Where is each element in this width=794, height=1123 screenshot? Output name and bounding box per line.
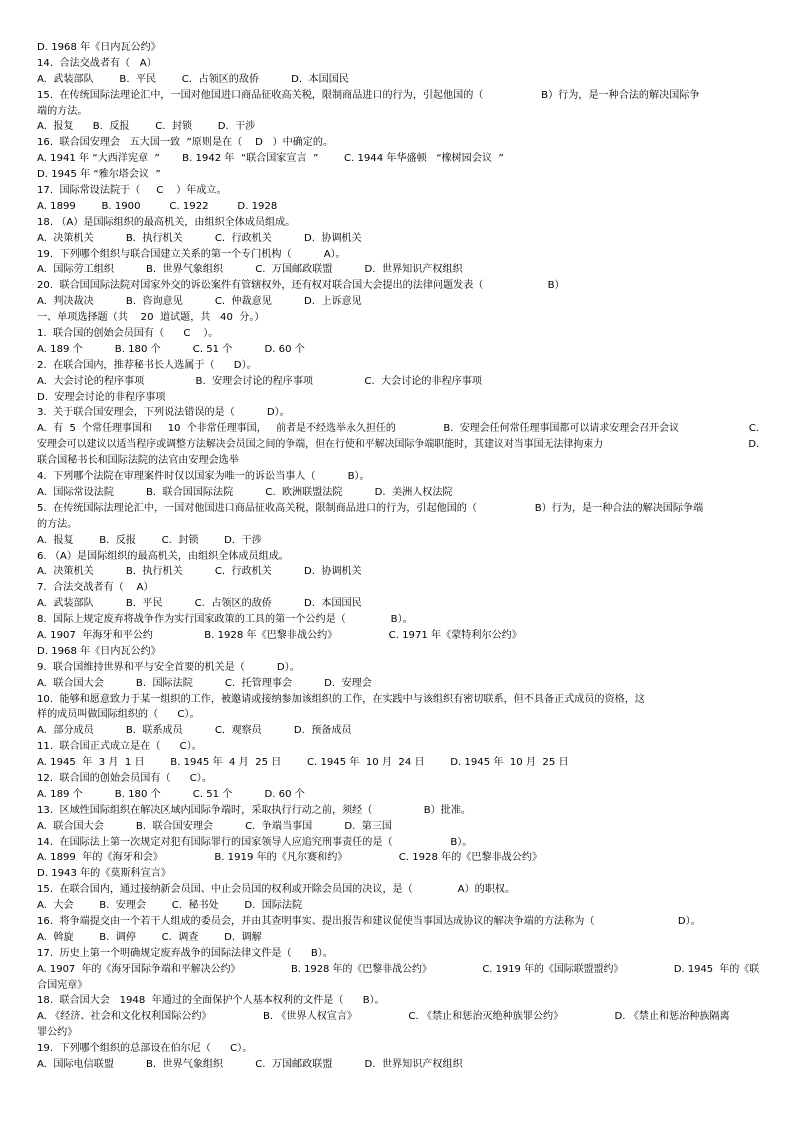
text-line: 15. 在联合国内，通过接纳新会员国、中止会员国的权利或开除会员国的决议，是（ A）的职权。 — [37, 884, 516, 896]
text-line: A. 报复 B. 反报 C. 封锁 D. 干涉 — [37, 534, 262, 546]
text-line: 14. 在国际法上第一次规定对犯有国际罪行的国家领导人应追究刑事责任的是（ B）。 — [37, 836, 473, 848]
text-line: 18. 联合国大会 1948 年通过的全面保护个人基本权利的文件是（ B）。 — [37, 995, 385, 1007]
text-line: 5. 在传统国际法理论汇中，一国对他国进口商品征收高关税，限制商品进口的行为，引起他国的（ B）行为，是一种合法的解决国际争端 — [37, 502, 704, 514]
text-line: D. 1968 年《日内瓦公约》 — [37, 42, 161, 53]
text-line: A. 决策机关 B. 执行机关 C. 行政机关 D. 协调机关 — [37, 566, 362, 578]
text-line: 样的成员叫做国际组织的（ C）。 — [37, 709, 200, 721]
text-line: A. 决策机关 B. 执行机关 C. 行政机关 D. 协调机关 — [37, 232, 362, 244]
text-line: A. 189 个 B. 180 个 C. 51 个 D. 60 个 — [37, 343, 305, 355]
text-line: 2. 在联合国内，推荐秘书长人选属于（ D）。 — [37, 359, 257, 371]
text-line: A. 国际电信联盟 B. 世界气象组织 C. 万国邮政联盟 D. 世界知识产权组织 — [37, 1059, 463, 1070]
text-line: D. 安理会讨论的非程序事项 — [37, 391, 166, 403]
text-line: A. 1899 年的《海牙和会》 B. 1919 年的《凡尔赛和约》 C. 1928 年的《巴黎非战公约》 — [37, 852, 543, 864]
text-line: 15. 在传统国际法理论汇中，一国对他国进口商品征收高关税，限制商品进口的行为，引起他国的（ B）行为，是一种合法的解决国际争 — [37, 89, 700, 101]
text-line: A. 国际常设法院 B. 联合国国际法院 C. 欧洲联盟法院 D. 美洲人权法院 — [37, 486, 453, 498]
text-line: 17. 历史上第一个明确规定废弃战争的国际法律文件是（ B）。 — [37, 947, 333, 959]
text-line: A. 联合国大会 B. 国际法院 C. 托管理事会 D. 安理会 — [37, 677, 372, 689]
text-line: 14. 合法交战者有（ A） — [37, 57, 157, 69]
text-line: A. 1907 年海牙和平公约 B. 1928 年《巴黎非战公约》 C. 1971 年《蒙特利尔公约》 — [37, 629, 522, 641]
text-line: A. 斡旋 B. 调停 C. 调查 D. 调解 — [37, 931, 262, 943]
text-line: A. 1945 年 3 月 1 日 B. 1945 年 4 月 25 日 C. 1945 年 10 月 24 日 D. 1945 年 10 月 25 日 — [37, 757, 569, 769]
text-line: 7. 合法交战者有（ A） — [37, 582, 154, 594]
text-line: A. 《经济、社会和文化权利国际公约》 B. 《世界人权宣言》 C. 《禁止和惩治灭绝种族罪公约》 D. 《禁止和惩治种族隔离 — [37, 1011, 730, 1023]
text-line: 一、单项选择题（共 20 道试题，共 40 分。） — [37, 312, 265, 324]
text-line: 20. 联合国国际法院对国家外交的诉讼案件有管辖权外，还有权对联合国大会提出的法律问题发表（ B） — [37, 280, 565, 292]
text-line: A. 1907 年的《海牙国际争端和平解决公约》 B. 1928 年的《巴黎非战公约》 C. 1919 年的《国际联盟盟约》 D. 1945 年的《联 — [37, 963, 760, 975]
text-line: A. 1899 B. 1900 C. 1922 D. 1928 — [37, 200, 278, 212]
text-line: 10. 能够和愿意致力于某一组织的工作，被邀请或接纳参加该组织的工作，在实践中与该组织有密切联系，但不具备正式成员的资格，这 — [37, 693, 645, 705]
text-line: 端的方法。 — [37, 105, 88, 117]
text-line: 12. 联合国的创始会员国有（ C）。 — [37, 772, 212, 784]
text-line: A. 大会讨论的程序事项 B. 安理会讨论的程序事项 C. 大会讨论的非程序事项 — [37, 375, 482, 387]
text-line: 17. 国际常设法院于（ C ）年成立。 — [37, 185, 227, 197]
text-line: A. 武装部队 B. 平民 C. 占领区的敌侨 D. 本国国民 — [37, 598, 362, 610]
text-line: A. 1941 年 “大西洋宪章 ” B. 1942 年 “联合国家宣言 ” C. 1944 年华盛顿 “橡树园会议 ” — [37, 153, 504, 165]
text-line: A. 报复 B. 反报 C. 封锁 D. 干涉 — [37, 121, 256, 133]
text-line: A. 国际劳工组织 B. 世界气象组织 C. 万国邮政联盟 D. 世界知识产权组织 — [37, 264, 463, 276]
text-line: D. 1968 年《日内瓦公约》 — [37, 645, 161, 657]
text-line: 的方法。 — [37, 518, 78, 530]
text-line: D. 1945 年 “雅尔塔会议 ” — [37, 169, 161, 181]
text-line: 6. （A）是国际组织的最高机关，由组织全体成员组成。 — [37, 550, 289, 562]
text-line: 19. 下列哪个组织的总部设在伯尔尼（ C）。 — [37, 1043, 253, 1055]
text-line: 13. 区域性国际组织在解决区域内国际争端时，采取执行行动之前，须经（ B）批准。 — [37, 804, 472, 816]
text-line: 联合国秘书长和国际法院的法官由安理会选举 — [37, 455, 239, 467]
text-line: 19. 下列哪个组织与联合国建立关系的第一个专门机构（ A）。 — [37, 248, 346, 260]
text-line: 安理会可以建议以适当程序或调整方法解决会员国之间的争端，但在行使和平解决国际争端职能时，其建议对当事国无法律拘束力 D. — [37, 439, 760, 451]
text-line: 8. 国际上规定废弃将战争作为实行国家政策的工具的第一个公约是（ B）。 — [37, 614, 413, 626]
text-line: 3. 关于联合国安理会，下列说法错误的是（ D）。 — [37, 407, 290, 419]
text-line: 18. （A）是国际组织的最高机关，由组织全体成员组成。 — [37, 216, 296, 228]
text-line: 合国宪章》 — [37, 979, 88, 991]
text-line: D. 1943 年的《莫斯科宣言》 — [37, 868, 171, 880]
text-line: 16. 联合国安理会 五大国一致 ”原则是在（ D ）中确定的。 — [37, 137, 334, 149]
text-line: 4. 下列哪个法院在审理案件时仅以国家为唯一的诉讼当事人（ B）。 — [37, 471, 370, 483]
text-line: A. 武装部队 B. 平民 C. 占领区的敌侨 D. 本国国民 — [37, 73, 349, 85]
text-line: A. 判决裁决 B. 咨询意见 C. 仲裁意见 D. 上诉意见 — [37, 296, 362, 308]
document-body — [37, 40, 759, 1073]
text-line: 16. 将争端提交由一个若干人组成的委员会，并由其查明事实、提出报告和建议促使当事国达成协议的解决争端的方法称为（ D）。 — [37, 915, 701, 927]
text-line: A. 大会 B. 安理会 C. 秘书处 D. 国际法院 — [37, 900, 303, 912]
text-line: 罪公约》 — [37, 1027, 78, 1039]
text-line: 11. 联合国正式成立是在（ C）。 — [37, 741, 202, 753]
text-line: A. 部分成员 B. 联系成员 C. 观察员 D. 预备成员 — [37, 725, 352, 737]
text-line: A. 189 个 B. 180 个 C. 51 个 D. 60 个 — [37, 788, 305, 800]
text-line: A. 有 5 个常任理事国和 10 个非常任理事国， 前者是不经选举永久担任的 B. 安理会任何常任理事国都可以请求安理会召开会议 C. — [37, 423, 759, 435]
text-line: A. 联合国大会 B. 联合国安理会 C. 争端当事国 D. 第三国 — [37, 820, 393, 832]
text-line: 1. 联合国的创始会员国有（ C ）。 — [37, 328, 219, 340]
text-line: 9. 联合国维持世界和平与安全首要的机关是（ D）。 — [37, 661, 300, 673]
